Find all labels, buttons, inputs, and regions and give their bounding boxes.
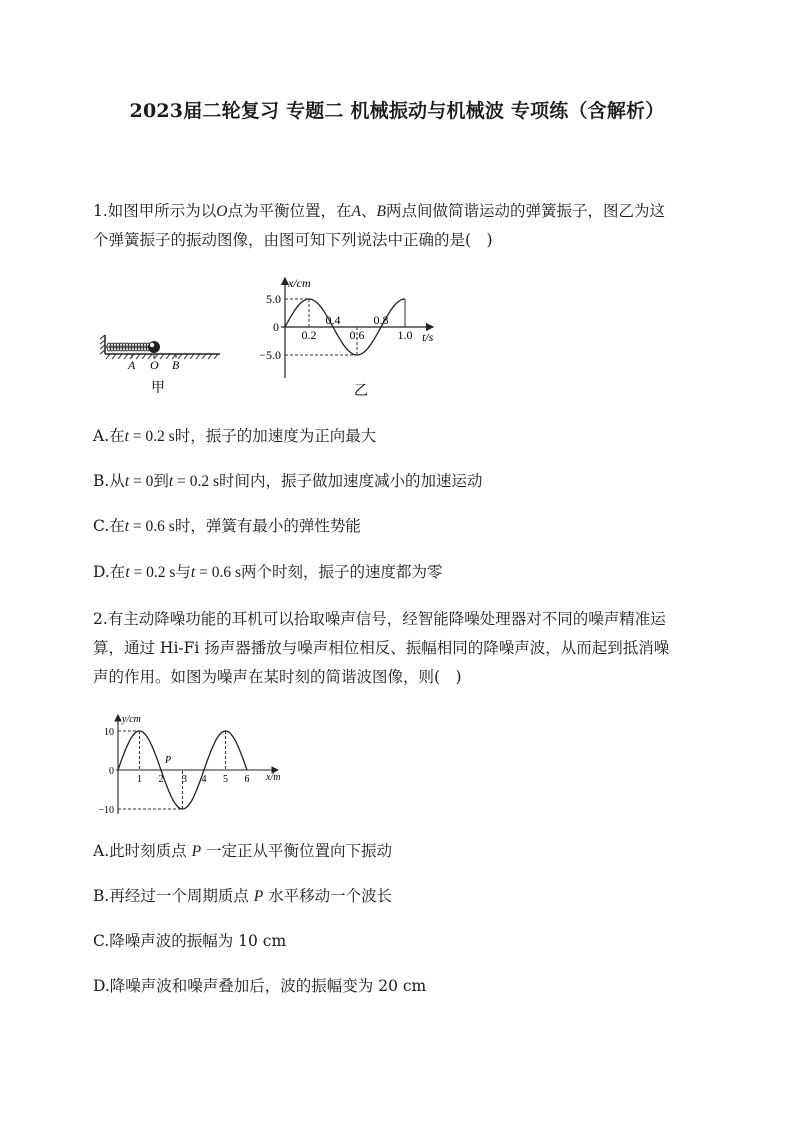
- q1-stem: [93, 197, 705, 255]
- tick-x-5: 5: [223, 774, 228, 785]
- tick-x-0.6: 0.6: [349, 328, 365, 342]
- tick-x-1.0: 1.0: [397, 328, 413, 342]
- q2-stem-line3: 声的作用。如图为噪声在某时刻的简谐波图像，则( ): [93, 668, 462, 686]
- q2-option-d[interactable]: D.降噪声波和噪声叠加后，波的振幅变为 20 cm: [93, 977, 427, 995]
- q2-option-c[interactable]: C.降噪声波的振幅为 10 cm: [93, 932, 287, 950]
- q1-stem-line1: 1.如图甲所示为以O点为平衡位置，在A、B两点间做简谐运动的弹簧振子，图乙为这: [93, 202, 665, 220]
- caption-jia: 甲: [151, 381, 165, 396]
- tick-y-5: 5.0: [266, 292, 281, 306]
- q2-stem-line1: 2.有主动降噪功能的耳机可以拾取噪声信号，经智能降噪处理器对不同的噪声精准运: [93, 610, 666, 628]
- tick-x-1: 1: [137, 774, 142, 785]
- q1-option-d[interactable]: D.在t = 0.2 s与t = 0.6 s两个时刻，振子的速度都为零: [93, 563, 443, 581]
- q1-option-b[interactable]: B.从t = 0到t = 0.2 s时间内，振子做加速度减小的加速运动: [93, 472, 483, 490]
- x-axis-label: x/m: [266, 772, 281, 783]
- q1-option-a[interactable]: A.在t = 0.2 s时，振子的加速度为正向最大: [93, 427, 377, 445]
- q1-stem-line2: 个弹簧振子的振动图像，由图可知下列说法中正确的是( ): [93, 231, 493, 249]
- point-P-label: P: [165, 755, 172, 766]
- tick-y-neg5: −5.0: [259, 348, 281, 362]
- q2-stem-line2: 算，通过 Hi-Fi 扬声器播放与噪声相位相反、振幅相同的降噪声波，从而起到抵消噪: [93, 639, 670, 657]
- q2-option-b[interactable]: B.再经过一个周期质点 P 水平移动一个波长: [93, 887, 393, 905]
- tick-y-0: 0: [273, 320, 279, 334]
- tick-y-0: 0: [109, 766, 114, 777]
- caption-yi: 乙: [354, 384, 368, 399]
- page-title: 2023届二轮复习 专题二 机械振动与机械波 专项练（含解析）: [129, 100, 665, 122]
- q2-option-a[interactable]: A.此时刻质点 P 一定正从平衡位置向下振动: [93, 842, 392, 860]
- label-B: B: [172, 358, 180, 372]
- q2-stem: [93, 605, 705, 692]
- y-axis-label: x/cm: [288, 276, 311, 290]
- tick-x-4: 4: [201, 774, 207, 785]
- tick-x-6: 6: [244, 774, 250, 785]
- tick-x-3: 3: [182, 774, 187, 785]
- q2-wave-chart: [100, 710, 290, 820]
- ball-highlight: [150, 343, 154, 347]
- y-axis-label: y/cm: [122, 714, 141, 725]
- oscillator-ball: [148, 341, 160, 353]
- label-O: O: [150, 358, 159, 372]
- x-axis-label: t/s: [422, 330, 434, 344]
- tick-x-0.4: 0.4: [325, 313, 341, 327]
- q1-figure-jia: [100, 330, 225, 400]
- tick-x-0.8: 0.8: [373, 313, 389, 327]
- q1-option-c[interactable]: C.在t = 0.6 s时，弹簧有最小的弹性势能: [93, 517, 361, 535]
- tick-y-neg10: −10: [98, 805, 114, 816]
- tick-x-0.2: 0.2: [301, 328, 317, 342]
- q1-chart-yi: [255, 272, 445, 400]
- label-A: A: [128, 358, 136, 372]
- tick-x-2: 2: [158, 774, 164, 785]
- tick-y-10: 10: [104, 727, 114, 738]
